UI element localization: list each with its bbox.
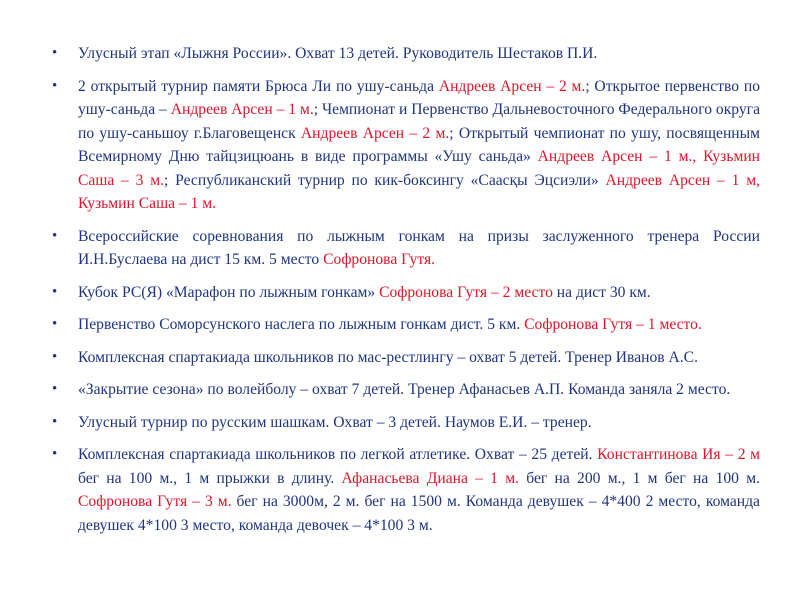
list-item — [52, 313, 760, 337]
text-segment: Улусный этап «Лыжня России». Охват 13 детей. Руководитель Шестаков П.И. — [78, 45, 598, 62]
list-item — [52, 225, 760, 272]
text-segment: Комплексная спартакиада школьников по мас-рестлингу – охват 5 детей. Тренер Иванов А.С. — [78, 348, 698, 366]
text-segment: ; Открытый чемпионат по ушу, посвященным Всемирному Дню тайцзицюань в виде программы «Ушу саньда» — [78, 124, 760, 165]
highlighted-result: Андреев Арсен – 1 м. — [170, 101, 314, 118]
text-segment: бег на 3000м, 2 м. бег на 1500 м. Команда девушек – 4*400 2 место, команда девушек 4*100 3 место, команда девочек – 4*100 3 м. — [78, 493, 760, 534]
text-segment: Улусный турнир по русским шашкам. Охват – 3 детей. Наумов Е.И. – тренер. — [78, 413, 592, 431]
highlighted-result: Софронова Гутя – 1 место. — [524, 316, 702, 333]
list-item — [52, 75, 760, 216]
text-segment: на дист 30 км. — [552, 283, 651, 301]
list-item — [52, 281, 760, 305]
text-segment: ; Чемпионат и Первенство Дальневосточного Федерального округа по ушу-саньшоу г.Благовещенск — [78, 101, 760, 142]
text-segment: бег на 100 м., 1 м прыжки в длину. — [78, 469, 342, 487]
list-item — [52, 411, 760, 435]
text-segment: Всероссийские соревнования по лыжным гонкам на призы заслуженного тренера России И.Н.Буслаева на дист 15 км. 5 место — [78, 227, 760, 268]
text-segment: «Закрытие сезона» по волейболу – охват 7 детей. Тренер Афанасьев А.П. Команда заняла 2 место. — [78, 381, 731, 398]
text-segment: бег на 200 м., 1 м бег на 100 м. — [519, 469, 760, 487]
bullet-list — [52, 42, 760, 537]
list-item — [52, 378, 760, 402]
highlighted-result: Андреев Арсен – 1 м., Кузьмин Саша – 3 м. — [78, 148, 761, 189]
highlighted-result: Софронова Гутя – 3 м. — [78, 493, 232, 510]
highlighted-result: Андреев Арсен – 2 м. — [438, 77, 586, 95]
highlighted-result: Софронова Гутя – 2 место — [379, 283, 553, 301]
text-segment: ; Республиканский турнир по кик-боксингу «Саасқы Эцсиэли» — [164, 171, 606, 189]
text-segment: Кубок РС(Я) «Марафон по лыжным гонкам» — [78, 283, 380, 301]
highlighted-result: Константинова Ия – 2 м — [597, 446, 761, 463]
text-segment: ; Открытое первенство по ушу-саньда – — [78, 77, 760, 118]
text-segment: 2 открытый турнир памяти Брюса Ли по ушу-саньда — [78, 77, 439, 95]
highlighted-result: Афанасьева Диана – 1 м. — [341, 469, 519, 487]
text-segment: Первенство Соморсунского наслега по лыжным гонкам дист. 5 км. — [78, 316, 525, 333]
highlighted-result: Андреев Арсен – 1 м, Кузьмин Саша – 1 м. — [78, 171, 760, 212]
list-item — [52, 42, 760, 66]
list-item — [52, 443, 760, 537]
highlighted-result: Софронова Гутя. — [323, 251, 436, 268]
text-segment: Комплексная спартакиада школьников по легкой атлетике. Охват – 25 детей. — [78, 446, 598, 463]
highlighted-result: Андреев Арсен – 2 м. — [300, 124, 450, 142]
list-item — [52, 346, 760, 370]
